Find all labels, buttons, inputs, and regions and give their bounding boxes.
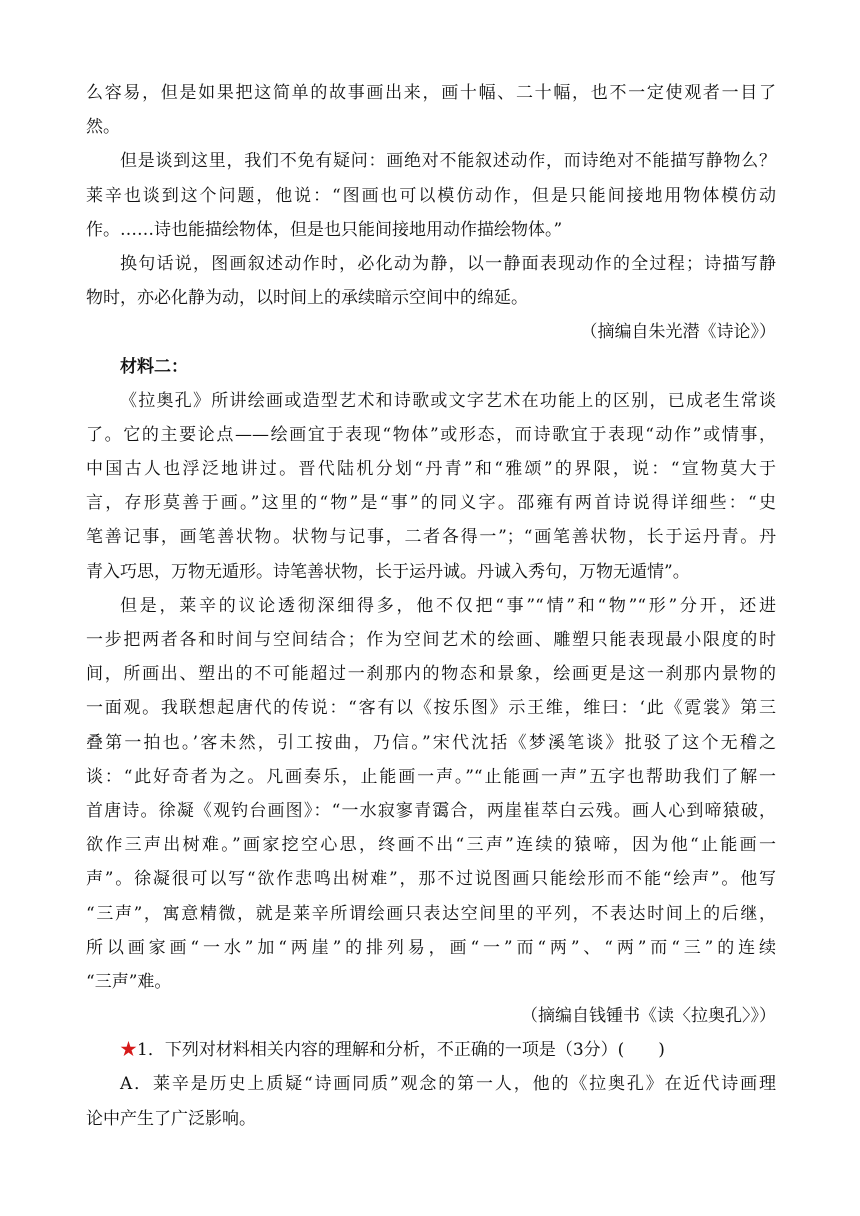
document-body — [86, 76, 776, 1033]
question-1 — [86, 1033, 776, 1067]
text-line-3: 莱辛也谈到这个问题，他说：“图画也可以模仿动作，但是只能间接地用物体模仿动 — [86, 185, 776, 206]
star-icon: ★ — [120, 1040, 137, 1061]
text-line-14: 青入巧思，万物无遁形。诗笔善状物，长于运丹诚。丹诚入秀句，万物无遁情”。 — [86, 561, 690, 582]
document-page — [86, 76, 776, 1136]
text-line-0: 么容易，但是如果把这简单的故事画出来，画十幅、二十幅，也不一定使观者一目了 — [86, 83, 776, 103]
text-line-18: 一面观。我联想起唐代的传说：“客有以《按乐图》示王维，维曰：‘此《霓裳》第三 — [86, 698, 776, 719]
text-line-26: “三声”难。 — [86, 971, 172, 992]
text-line-20: 谈：“此好奇者为之。凡画奏乐，止能画一声。”“止能画一声”五字也帮助我们了解一 — [86, 766, 776, 787]
text-line-11: 中国古人也浮泛地讲过。晋代陆机分划“丹青”和“雅颂”的界限，说：“宣物莫大于 — [86, 459, 776, 480]
text-line-6: 物时，亦必化静为动，以时间上的承续暗示空间中的绵延。 — [86, 288, 528, 309]
option-a — [86, 1067, 776, 1135]
text-line-10: 了。它的主要论点——绘画宜于表现“物体”或形态，而诗歌宜于表现“动作”或情事， — [86, 424, 776, 445]
text-line-23: 声”。徐凝很可以写“欲作悲鸣出树难”，那不过说图画只能绘形而不能“绘声”。他写 — [86, 869, 776, 890]
text-line-16: 一步把两者各和时间与空间结合；作为空间艺术的绘画、雕塑只能表现最小限度的时 — [86, 630, 776, 650]
text-line-5: 换句话说，图画叙述动作时，必化动为静，以一静面表现动作的全过程；诗描写静 — [120, 253, 776, 274]
text-line-22: 欲作三声出树难。”画家挖空心思，终画不出“三声”连续的猿啼，因为他“止能画一 — [86, 835, 776, 856]
text-line-12: 言，存形莫善于画。”这里的“物”是“事”的同义字。邵雍有两首诗说得详细些：“史 — [86, 493, 776, 514]
option-a-line-0: A．莱辛是历史上质疑“诗画同质”观念的第一人，他的《拉奥孔》在近代诗画理 — [120, 1074, 776, 1095]
text-line-13: 笔善记事，画笔善状物。状物与记事，二者各得一”；“画笔善状物，长于运丹青。丹 — [86, 527, 776, 548]
option-a-line-1: 论中产生了广泛影响。 — [86, 1108, 256, 1129]
text-line-2: 但是谈到这里，我们不免有疑问：画绝对不能叙述动作，而诗绝对不能描写静物么？ — [120, 151, 776, 172]
text-line-21: 首唐诗。徐凝《观钓台画图》：“一水寂寥青霭合，两崖崔萃白云残。画人心到啼猿破， — [86, 800, 776, 821]
text-line-15: 但是，莱辛的议论透彻深细得多，他不仅把“事”“情”和“物”“形”分开，还进 — [120, 595, 776, 616]
text-line-7: （摘编自朱光潜《诗论》） — [580, 322, 776, 343]
text-line-9: 《拉奥孔》所讲绘画或造型艺术和诗歌或文字艺术在功能上的区别，已成老生常谈 — [120, 390, 776, 411]
text-line-27: （摘编自钱锺书《读〈拉奥孔〉》） — [521, 1006, 776, 1027]
text-line-8: 材料二： — [120, 356, 188, 377]
text-line-19: 叠第一拍也。’客未然，引工按曲，乃信。”宋代沈括《梦溪笔谈》批驳了这个无稽之 — [86, 732, 776, 753]
text-line-25: 所以画家画“一水”加“两崖”的排列易，画“一”而“两”、“两”而“三”的连续 — [86, 937, 776, 958]
text-line-1: 然。 — [86, 117, 120, 138]
text-line-17: 间，所画出、塑出的不可能超过一刹那内的物态和景象，绘画更是这一刹那内景物的 — [86, 664, 776, 685]
question-1-text: 1．下列对材料相关内容的理解和分析，不正确的一项是（3分）( ) — [137, 1040, 665, 1061]
text-line-24: “三声”，寓意精微，就是莱辛所谓绘画只表达空间里的平列，不表达时间上的后继， — [86, 903, 776, 924]
text-line-4: 作。……诗也能描绘物体，但是也只能间接地用动作描绘物体。” — [86, 219, 563, 240]
